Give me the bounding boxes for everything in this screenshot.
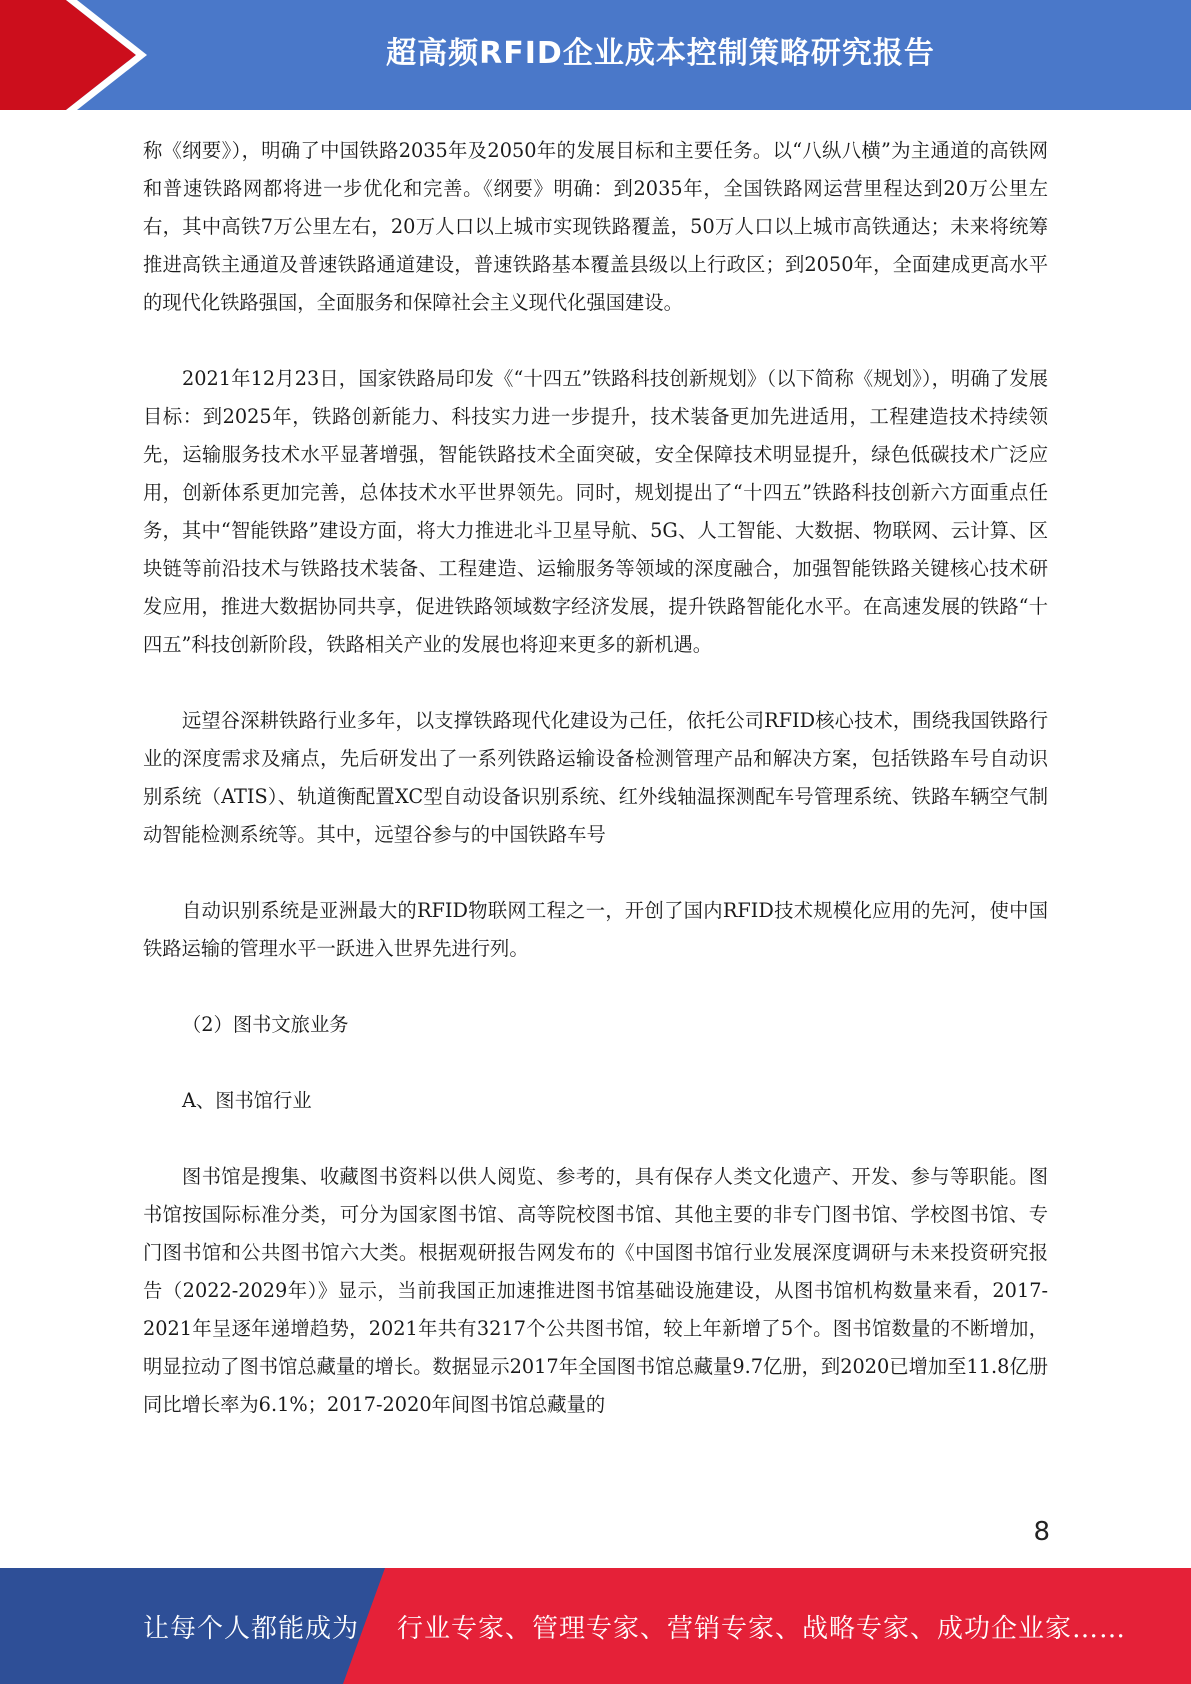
section-heading-library-tourism: （2）图书文旅业务 — [182, 1013, 349, 1036]
report-title: 超高频RFID企业成本控制策略研究报告 — [386, 36, 935, 71]
paragraph-atis-system: 自动识别系统是亚洲最大的RFID物联网工程之一，开创了国内RFID技术规模化应用的先河，使中国铁路运输的管理水平一跃进入世界先进行列。 — [143, 899, 1048, 960]
paragraph-railway-outline: 称《纲要》），明确了中国铁路2035年及2050年的发展目标和主要任务。以“八纵八横”为主通道的高铁网和普速铁路网都将进一步优化和完善。《纲要》明确：到2035年，全国铁路网运营里程达到20万公里左右，其中高铁7万公里左右，20万人口以上城市实现铁路覆盖，50万人口以上城市高铁通达；未来将统筹推进高铁主通道及普速铁路通道建设，普速铁路基本覆盖县级以上行政区；到2050年，全面建成更高水平的现代化铁路强国，全面服务和保障社会主义现代化强国建设。 — [143, 139, 1048, 314]
footer-slogan-right: 行业专家、管理专家、营销专家、战略专家、成功企业家…… — [397, 1613, 1127, 1644]
header-arrow-decoration — [0, 0, 150, 110]
paragraph-company-railway: 远望谷深耕铁路行业多年，以支撑铁路现代化建设为己任，依托公司RFID核心技术，围绕我国铁路行业的深度需求及痛点，先后研发出了一系列铁路运输设备检测管理产品和解决方案，包括铁路车号自动识别系统（ATIS）、轨道衡配置XC型自动设备识别系统、红外线轴温探测配车号管理系统、铁路车辆空气制动智能检测系统等。其中，远望谷参与的中国铁路车号 — [143, 709, 1048, 846]
paragraph-tech-innovation-plan: 2021年12月23日，国家铁路局印发《“十四五”铁路科技创新规划》（以下简称《规划》），明确了发展目标：到2025年，铁路创新能力、科技实力进一步提升，技术装备更加先进适用，工程建造技术持续领先，运输服务技术水平显著增强，智能铁路技术全面突破，安全保障技术明显提升，绿色低碳技术广泛应用，创新体系更加完善，总体技术水平世界领先。同时，规划提出了“十四五”铁路科技创新六方面重点任务，其中“智能铁路”建设方面，将大力推进北斗卫星导航、5G、人工智能、大数据、物联网、云计算、区块链等前沿技术与铁路技术装备、工程建造、运输服务等领域的深度融合，加强智能铁路关键核心技术研发应用，推进大数据协同共享，促进铁路领域数字经济发展，提升铁路智能化水平。在高速发展的铁路“十四五”科技创新阶段，铁路相关产业的发展也将迎来更多的新机遇。 — [143, 367, 1048, 656]
page-number: 8 — [1033, 1517, 1050, 1547]
paragraph-library-industry: 图书馆是搜集、收藏图书资料以供人阅览、参考的，具有保存人类文化遗产、开发、参与等职能。图书馆按国际标准分类，可分为国家图书馆、高等院校图书馆、其他主要的非专门图书馆、学校图书馆、专门图书馆和公共图书馆六大类。根据观研报告网发布的《中国图书馆行业发展深度调研与未来投资研究报告（2022-2029年）》显示，当前我国正加速推进图书馆基础设施建设，从图书馆机构数量来看，2017-2021年呈逐年递增趋势，2021年共有3217个公共图书馆，较上年新增了5个。图书馆数量的不断增加，明显拉动了图书馆总藏量的增长。数据显示2017年全国图书馆总藏量9.7亿册，到2020已增加至11.8亿册同比增长率为6.1%；2017-2020年间图书馆总藏量的 — [143, 1165, 1048, 1416]
footer-slogan-left: 让每个人都能成为 — [143, 1613, 360, 1644]
subsection-heading-library-industry: A、图书馆行业 — [182, 1089, 312, 1112]
page-header — [0, 0, 1191, 110]
document-body — [143, 132, 1048, 1424]
page-footer — [0, 1568, 1191, 1684]
